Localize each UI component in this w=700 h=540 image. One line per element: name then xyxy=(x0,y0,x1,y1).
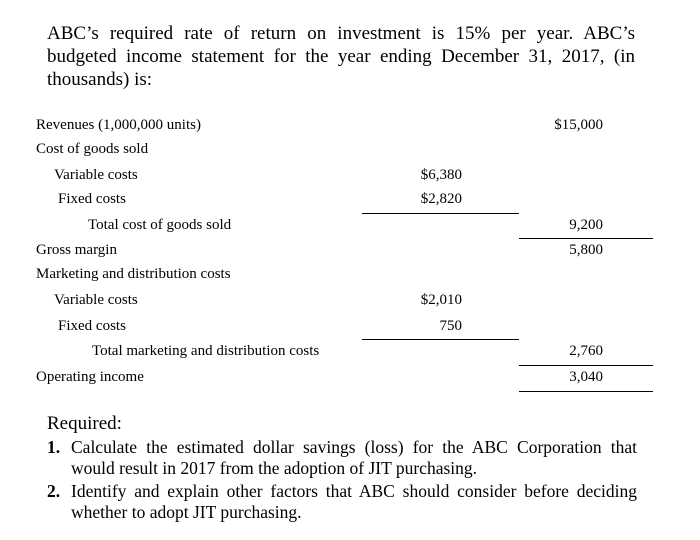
item-text: Identify and explain other factors that ABC should consider before deciding whether to adopt JIT purchasing. xyxy=(71,481,637,522)
label-mkt-total: Total marketing and distribution costs xyxy=(92,343,320,359)
rule-final xyxy=(519,391,653,392)
item-number: 2. xyxy=(47,481,61,501)
row-operating-income xyxy=(0,369,700,391)
label-mkt-header: Marketing and distribution costs xyxy=(36,266,231,282)
row-cogs-total xyxy=(0,217,700,239)
label-mkt-variable: Variable costs xyxy=(54,292,138,308)
row-revenues xyxy=(0,117,700,139)
row-cogs-variable xyxy=(0,167,700,189)
label-operating-income: Operating income xyxy=(36,369,144,385)
amount-cogs-fixed: $2,820 xyxy=(420,191,462,207)
required-list xyxy=(47,437,637,525)
label-gross-margin: Gross margin xyxy=(36,242,117,258)
row-mkt-fixed xyxy=(0,318,700,340)
rule-gross-margin xyxy=(519,238,653,239)
label-cogs-header: Cost of goods sold xyxy=(36,141,149,157)
amount-mkt-variable: $2,010 xyxy=(420,292,462,308)
rule-cogs-subtotal xyxy=(362,213,519,214)
item-number: 1. xyxy=(47,437,61,457)
total-cogs: 9,200 xyxy=(569,217,603,233)
row-mkt-variable xyxy=(0,292,700,314)
label-mkt-fixed: Fixed costs xyxy=(58,318,126,334)
row-gross-margin xyxy=(0,242,700,264)
row-mkt-total xyxy=(0,343,700,365)
amount-cogs-variable: $6,380 xyxy=(420,167,462,183)
intro-paragraph: ABC’s required rate of return on investment is 15% per year. ABC’s budgeted income statement for the year ending December 31, 2017, (in thousands) is: xyxy=(47,23,635,90)
label-cogs-fixed: Fixed costs xyxy=(58,191,126,207)
label-cogs-variable: Variable costs xyxy=(54,167,138,183)
rule-operating-income xyxy=(519,365,653,366)
row-mkt-header xyxy=(0,266,700,288)
total-operating-income: 3,040 xyxy=(569,369,603,385)
label-revenues: Revenues (1,000,000 units) xyxy=(36,117,201,133)
list-item xyxy=(47,481,637,523)
total-gross-margin: 5,800 xyxy=(569,242,603,258)
label-cogs-total: Total cost of goods sold xyxy=(88,217,232,233)
amount-mkt-fixed: 750 xyxy=(439,318,462,334)
row-cogs-fixed xyxy=(0,191,700,213)
required-heading: Required: xyxy=(47,413,122,434)
total-mkt: 2,760 xyxy=(569,343,603,359)
row-cogs-header xyxy=(0,141,700,163)
list-item xyxy=(47,437,637,479)
item-text: Calculate the estimated dollar savings (loss) for the ABC Corporation that would result in 2017 from the adoption of JIT purchasing. xyxy=(71,437,637,478)
total-revenues: $15,000 xyxy=(554,117,603,133)
rule-mkt-subtotal xyxy=(362,339,519,340)
